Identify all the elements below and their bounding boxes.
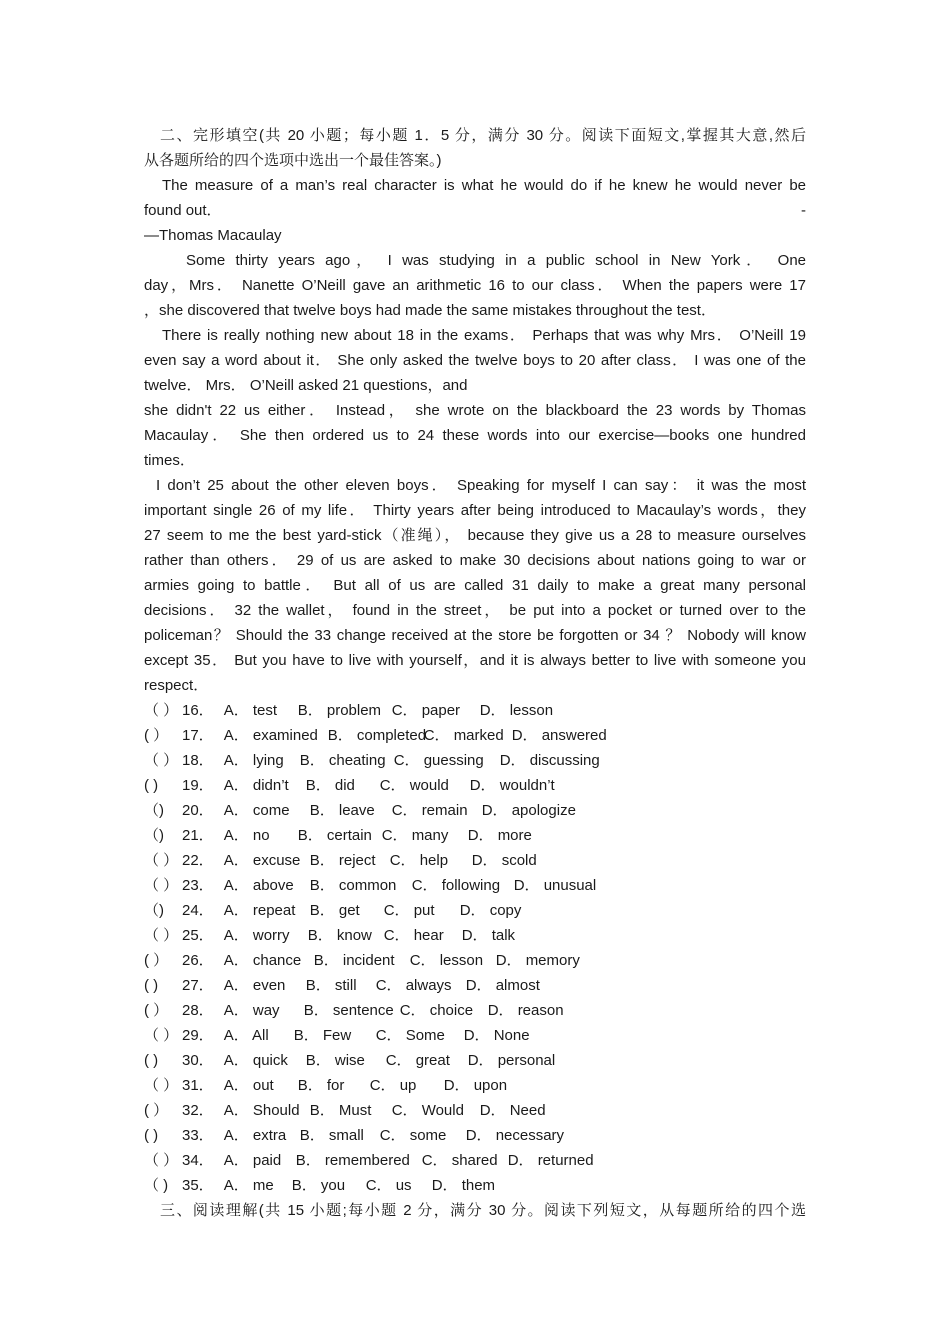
question-item: ( ) 30． A． quick B． wise C． great D． personal xyxy=(144,1052,556,1069)
passage-line: decisions． 32 the wallet， found in the street， be put into a pocket or turned over to the xyxy=(144,602,806,619)
passage-line: ，she discovered that twelve boys had made the same mistakes throughout the test． xyxy=(144,302,716,319)
question-item: （ ） 25． A． worry B． know C． hear D． talk xyxy=(144,927,516,944)
question-item: ( ） 28． A． way B． sentence C． choice D． reason xyxy=(144,1002,564,1019)
quote-line-2 xyxy=(144,198,806,223)
question-item: ( ） 17． A． examined B． completed C． marked D． answered xyxy=(144,727,607,744)
passage-line: rather than others． 29 of us are asked to make 30 decisions about nations going to war or xyxy=(144,552,806,569)
question-item: ( ) 33． A． extra B． small C． some D． necessary xyxy=(144,1127,565,1144)
section-3-header-line-1: 三、阅读理解(共 15 小题;每小题 2 分，满分 30 分。阅读下列短文，从每题所给的四个选 xyxy=(160,1202,806,1219)
question-list xyxy=(144,698,806,1198)
question-item: ( ) 27． A． even B． still C． always D． almost xyxy=(144,977,540,994)
passage-line: day，Mrs． Nanette O’Neill gave an arithmetic 16 to our class． When the papers were 17 xyxy=(144,277,806,294)
passage-line: armies going to battle． But all of us are called 31 daily to make a great many personal xyxy=(144,577,806,594)
quote-line-2-dash: - xyxy=(801,202,806,219)
quote-author: —Thomas Macaulay xyxy=(144,227,282,244)
section-2-header-line-1: 二、完形填空(共 20 小题；每小题 1．5 分，满分 30 分。阅读下面短文,掌握其大意,然后 xyxy=(160,127,806,144)
question-item: （ ） 34． A． paid B． remembered C． shared D． returned xyxy=(144,1152,594,1169)
question-item: （) 24． A． repeat B． get C． put D． copy xyxy=(144,902,522,919)
question-item: （) 21． A． no B． certain C． many D． more xyxy=(144,827,532,844)
question-item: （ ） 18． A． lying B． cheating C． guessing D． discussing xyxy=(144,752,600,769)
question-item: （ ） 29． A． All B． Few C． Some D． None xyxy=(144,1027,530,1044)
passage-line: except 35． But you have to live with yourself，and it is always better to live with someone you xyxy=(144,652,806,669)
passage-line: 27 seem to me the best yard-stick（准绳）， because they give us a 28 to measure ourselves xyxy=(144,527,806,544)
passage-line: There is really nothing new about 18 in the exams． Perhaps that was why Mrs． O’Neill 19 xyxy=(162,327,806,344)
question-item: （) 20． A． come B． leave C． remain D． apologize xyxy=(144,802,576,819)
passage-line: she didn't 22 us either． Instead， she wrote on the blackboard the 23 words by Thomas xyxy=(144,402,806,419)
question-item: （ ) 35． A． me B． you C． us D． them xyxy=(144,1177,496,1194)
passage-line: twelve． Mrs． O’Neill asked 21 questions，and xyxy=(144,377,468,394)
section-2-header-line-2: 从各题所给的四个选项中选出一个最佳答案。) xyxy=(144,152,442,169)
passage-line: Some thirty years ago， I was studying in a public school in New York． One xyxy=(186,252,806,269)
question-item: ( ） 32． A． Should B． Must C． Would D． Need xyxy=(144,1102,546,1119)
passage-line: policeman？ Should the 33 change received at the store be forgotten or 34 ？ Nobody will know xyxy=(144,627,806,644)
question-item: （ ） 16． A． test B． problem C． paper D． lesson xyxy=(144,702,554,719)
question-item: （ ） 31． A． out B． for C． up D． upon xyxy=(144,1077,508,1094)
question-item: ( ) 19． A． didn’t B． did C． would D． wouldn’t xyxy=(144,777,555,794)
passage-line: important single 26 of my life． Thirty years after being introduced to Macaulay’s words，they xyxy=(144,502,806,519)
passage-line: I don’t 25 about the other eleven boys． Speaking for myself I can say： it was the most xyxy=(156,477,806,494)
quote-line-1: The measure of a man’s real character is what he would do if he knew he would never be xyxy=(162,177,806,194)
document-content xyxy=(144,123,806,1223)
passage-line: Macaulay． She then ordered us to 24 these words into our exercise—books one hundred xyxy=(144,427,806,444)
passage-line: respect． xyxy=(144,677,209,694)
question-item: ( ） 26． A． chance B． incident C． lesson D． memory xyxy=(144,952,580,969)
question-item: （ ） 22． A． excuse B． reject C． help D． scold xyxy=(144,852,537,869)
question-item: （ ） 23． A． above B． common C． following D． unusual xyxy=(144,877,597,894)
passage-line: even say a word about it． She only asked the twelve boys to 20 after class． I was one of the xyxy=(144,352,806,369)
quote-line-2-text: found out． xyxy=(144,202,222,219)
passage-line: times． xyxy=(144,452,195,469)
